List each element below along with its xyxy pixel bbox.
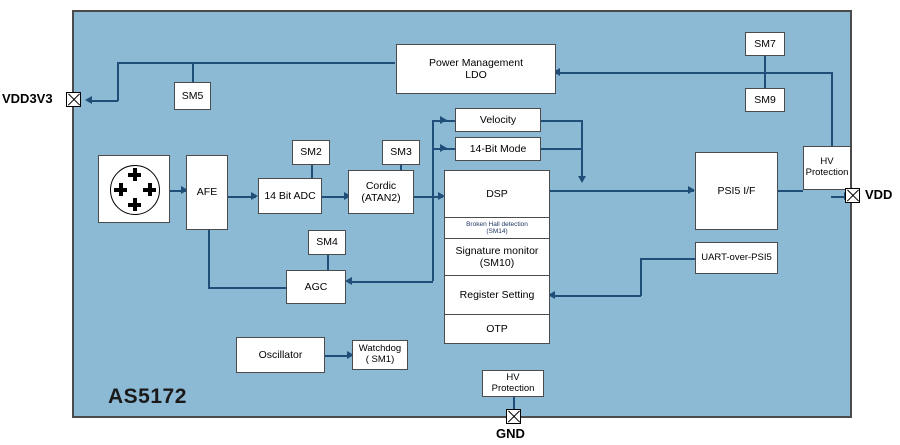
block-signature-monitor[interactable]: Signature monitor (SM10) <box>445 239 549 276</box>
pin-label-gnd: GND <box>496 426 525 441</box>
block-velocity[interactable]: Velocity <box>455 108 541 132</box>
wire-to-hv-protection <box>764 72 832 74</box>
block-sm2[interactable]: SM2 <box>292 140 330 165</box>
wire-vdd3v3-to-ldo-h <box>88 100 118 102</box>
arrow-dsp-top-in <box>578 176 586 183</box>
wire-agc-to-afe <box>208 222 210 288</box>
pad-gnd[interactable] <box>506 409 521 424</box>
wire-agc-tap-down <box>432 196 434 281</box>
block-sm9[interactable]: SM9 <box>745 88 785 112</box>
pad-vdd3v3[interactable] <box>66 92 81 107</box>
arrow-vdd3v3 <box>85 96 92 104</box>
wire-14bit-out <box>541 148 582 150</box>
arrow-agc-in <box>345 277 352 285</box>
block-afe[interactable]: AFE <box>186 155 228 230</box>
block-dsp-stack <box>444 170 550 344</box>
wire-velocity-out <box>541 120 582 122</box>
wire-uart-down <box>640 258 642 296</box>
block-register-setting[interactable]: Register Setting <box>445 276 549 315</box>
wire-uart-left <box>640 258 696 260</box>
block-sm3[interactable]: SM3 <box>382 140 420 165</box>
block-hv-protection-bottom[interactable]: HV Protection <box>482 370 544 397</box>
chip-name-label: AS5172 <box>108 385 187 408</box>
arrow-psi5-in <box>688 186 695 194</box>
wire-vel-14bit-down <box>581 120 583 177</box>
wire-agc-out <box>208 287 286 289</box>
wire-dsp-to-psi5 <box>550 190 694 192</box>
hall-cross-top-icon <box>128 168 141 181</box>
block-hall-sensor-array[interactable] <box>98 155 170 223</box>
arrow-velocity-in <box>440 116 447 124</box>
block-broken-hall-detection[interactable]: Broken Hall detection (SM14) <box>445 218 549 239</box>
block-agc[interactable]: AGC <box>286 270 346 304</box>
pin-label-vdd3v3: VDD3V3 <box>2 91 53 106</box>
block-cordic[interactable]: Cordic (ATAN2) <box>348 170 414 214</box>
block-watchdog[interactable]: Watchdog ( SM1) <box>352 340 408 370</box>
wire-psi5-to-hv <box>778 190 803 192</box>
wire-cordic-fanout <box>432 120 434 197</box>
wire-sm5-stub <box>192 62 194 82</box>
block-dsp[interactable]: DSP <box>445 171 549 218</box>
hall-cross-right-icon <box>143 183 156 196</box>
hall-cross-bottom-icon <box>128 198 141 211</box>
wire-hv-down <box>831 72 833 146</box>
arrow-adc-in <box>251 192 258 200</box>
block-14bit-mode[interactable]: 14-Bit Mode <box>455 137 541 161</box>
pin-label-vdd: VDD <box>865 187 893 202</box>
wire-gnd <box>513 396 515 410</box>
block-otp[interactable]: OTP <box>486 322 508 335</box>
block-uart-over-psi5[interactable]: UART-over-PSI5 <box>695 242 778 274</box>
block-psi5-interface[interactable]: PSI5 I/F <box>695 152 778 230</box>
wire-ldo-to-hv-h <box>556 72 764 74</box>
block-sm7[interactable]: SM7 <box>745 32 785 56</box>
wire-to-agc <box>348 281 433 283</box>
arrow-14bit-in <box>440 144 447 152</box>
block-sm5[interactable]: SM5 <box>174 82 211 110</box>
wire-uart-to-register <box>551 295 641 297</box>
wire-vdd3v3-to-ldo-v <box>117 62 119 101</box>
wire-ldo-input <box>117 62 395 64</box>
block-sm4[interactable]: SM4 <box>308 230 346 255</box>
hall-cross-left-icon <box>114 183 127 196</box>
block-power-management-ldo[interactable]: Power Management LDO <box>396 44 556 94</box>
pad-vdd[interactable] <box>845 188 860 203</box>
block-adc[interactable]: 14 Bit ADC <box>258 178 322 214</box>
block-oscillator[interactable]: Oscillator <box>236 337 325 373</box>
block-hv-protection-right[interactable]: HV Protection <box>803 146 851 190</box>
